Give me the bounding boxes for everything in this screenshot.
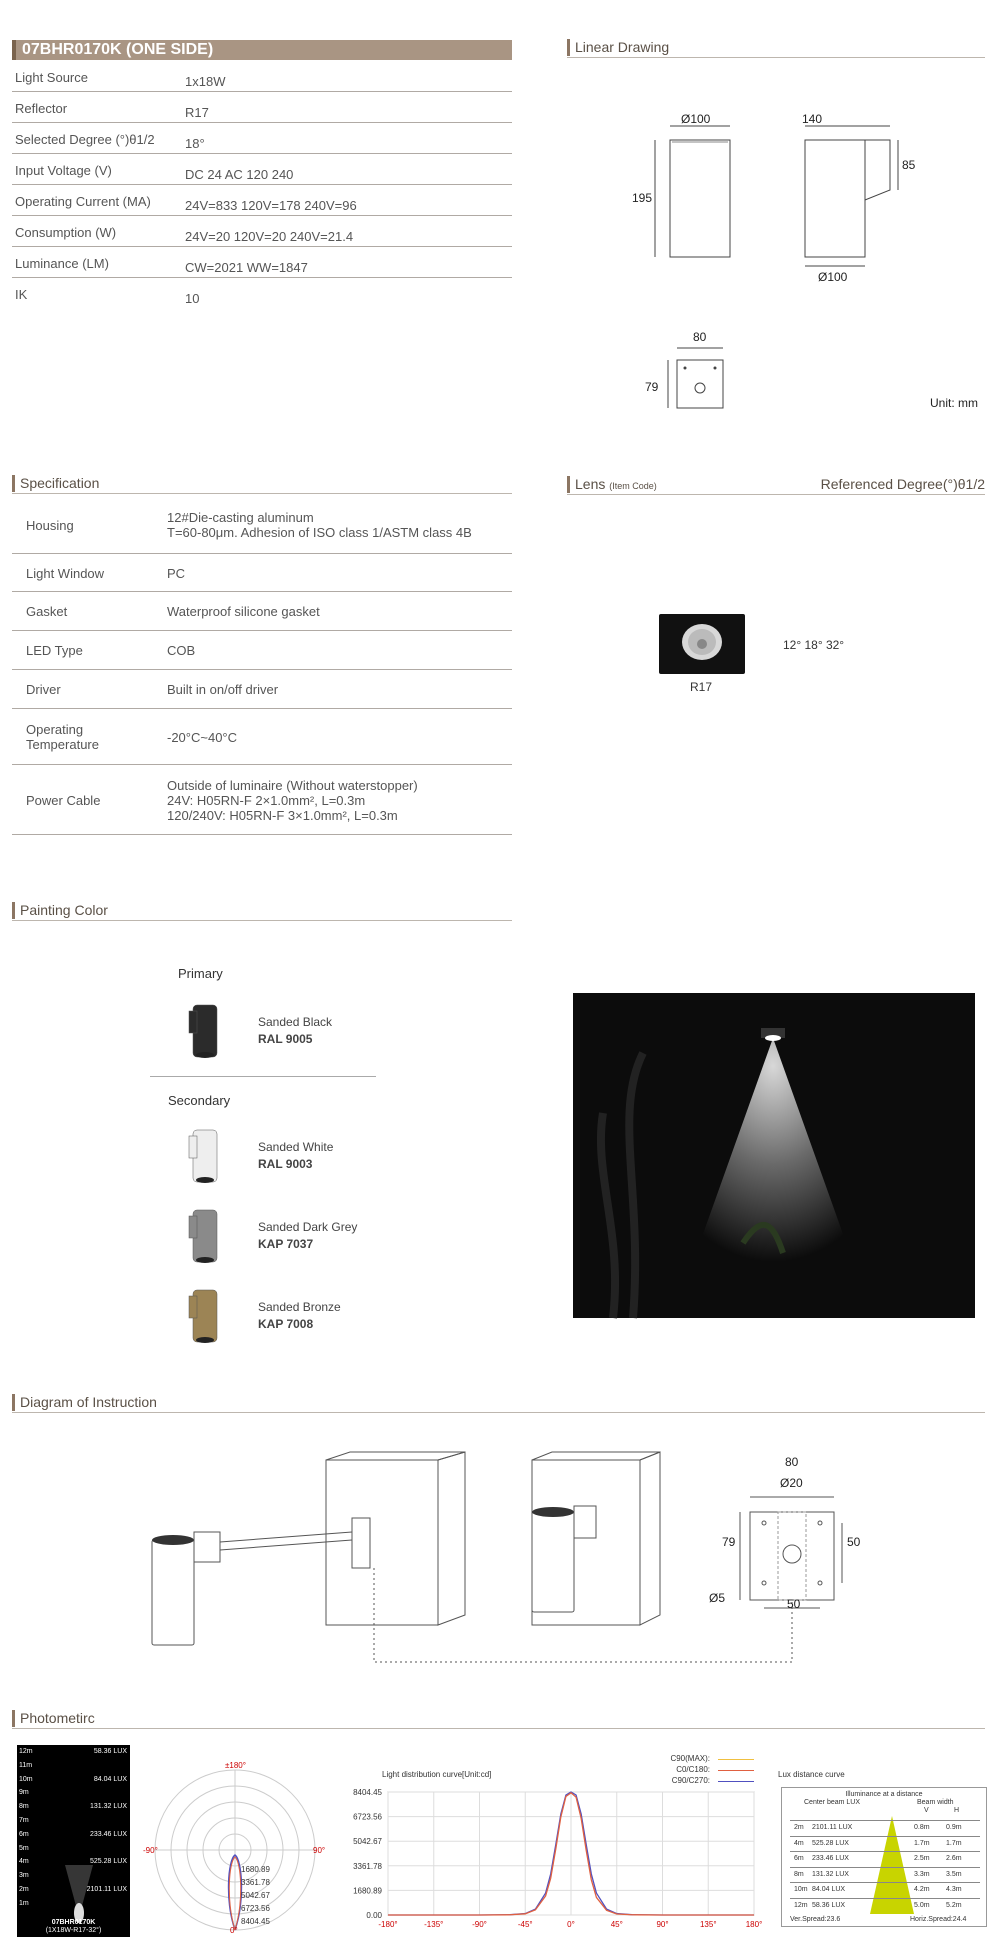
lux-row-distance: 10m <box>794 1886 808 1893</box>
ladder-caption-2: (1X18W-R17-32°) <box>45 1927 102 1934</box>
spec-value: 24V=833 120V=178 240V=96 <box>185 198 357 213</box>
product-title: 07BHR0170K (ONE SIDE) <box>12 40 512 60</box>
ladder-distance: 4m <box>19 1858 29 1866</box>
ladder-value: 2101.11 LUX <box>86 1886 127 1893</box>
ladder-value: 525.28 LUX <box>90 1858 127 1866</box>
distribution-chart <box>340 1780 763 1940</box>
chart-x-tick: 180° <box>745 1920 763 1929</box>
spec-row <box>12 278 512 309</box>
spec-row <box>12 123 512 154</box>
spec-value: 1x18W <box>185 74 226 89</box>
lux-table-title: Lux distance curve <box>778 1770 845 1779</box>
spec-key: Operating Current (MA) <box>15 194 151 209</box>
color-label <box>258 1139 333 1173</box>
side-head: 85 <box>902 158 916 172</box>
specification-row <box>12 765 512 835</box>
specification-value-line: Waterproof silicone gasket <box>167 604 320 619</box>
color-swatch <box>187 1288 223 1344</box>
spec-value: CW=2021 WW=1847 <box>185 260 308 275</box>
lux-row-value: 525.28 LUX <box>812 1839 849 1847</box>
color-swatch <box>187 1128 223 1184</box>
lux-row-h: 3.5m <box>946 1870 962 1878</box>
lux-row-distance: 6m <box>794 1855 804 1862</box>
lux-table-h: H <box>954 1807 960 1814</box>
chart-legend-swatch <box>718 1759 754 1760</box>
ladder-distance: 9m <box>19 1789 29 1797</box>
polar-left: -90° <box>143 1846 158 1855</box>
spec-row <box>12 154 512 185</box>
chart-x-tick: -180° <box>378 1920 398 1929</box>
side-view-body <box>805 140 865 257</box>
lux-row-value: 58.36 LUX <box>812 1901 846 1909</box>
lux-row-value: 2101.11 LUX <box>812 1824 853 1831</box>
spec-value: 18° <box>185 136 205 151</box>
lux-table-header: Illuminance at a distance <box>845 1791 923 1798</box>
lux-row-distance: 12m <box>794 1901 808 1909</box>
polar-ring-label: 1680.89 <box>241 1865 270 1874</box>
specification-value <box>167 730 237 745</box>
color-name: Sanded White <box>258 1140 334 1154</box>
polar-ring-label: 3361.78 <box>241 1878 270 1887</box>
lens-ref-title: Referenced Degree(°)θ1/2 <box>820 476 985 492</box>
color-swatch <box>187 1003 223 1059</box>
spec-row <box>12 61 512 92</box>
lux-row-h: 5.2m <box>946 1901 962 1909</box>
lens-image <box>659 614 745 674</box>
spec-value: 24V=20 120V=20 240V=21.4 <box>185 229 354 244</box>
chart-x-tick: -135° <box>424 1920 444 1929</box>
lux-row-h: 4.3m <box>946 1886 962 1893</box>
ladder-distance: 8m <box>19 1803 29 1811</box>
spec-key: Reflector <box>15 101 68 116</box>
ladder-distance: 7m <box>19 1817 29 1824</box>
specification-value <box>167 566 185 581</box>
lux-row-v: 4.2m <box>914 1886 930 1893</box>
chart-y-tick: 6723.56 <box>353 1812 382 1822</box>
chart-legend-label: C90/C270: <box>671 1776 710 1785</box>
spec-key: IK <box>15 287 28 302</box>
base-width: 80 <box>693 330 707 344</box>
specification-value-line: T=60-80μm. Adhesion of ISO class 1/ASTM class 4B <box>167 525 472 540</box>
specification-value <box>167 643 195 658</box>
specification-row <box>12 709 512 765</box>
plate-width: 80 <box>785 1455 799 1469</box>
chart-x-tick: 135° <box>699 1920 717 1929</box>
lux-row-v: 0.8m <box>914 1824 930 1831</box>
specification-row <box>12 496 512 554</box>
color-label <box>258 1014 332 1048</box>
lens-name: R17 <box>690 680 713 694</box>
specification-key <box>26 722 99 752</box>
side-diameter: Ø100 <box>818 270 848 284</box>
color-code: KAP 7037 <box>258 1237 314 1251</box>
plate-side: 50 <box>847 1535 861 1549</box>
lux-table-col1: Center beam LUX <box>804 1799 861 1806</box>
specification-key: LED Type <box>26 643 83 658</box>
polar-plot <box>140 1760 340 1940</box>
color-name: Sanded Dark Grey <box>258 1220 358 1234</box>
lux-row-h: 0.9m <box>946 1824 962 1831</box>
color-label <box>258 1299 341 1333</box>
spec-key: Selected Degree (°)θ1/2 <box>15 132 155 147</box>
polar-top: ±180° <box>225 1761 246 1770</box>
spec-row <box>12 185 512 216</box>
spec-value: DC 24 AC 120 240 <box>185 167 294 182</box>
linear-drawing <box>560 100 990 420</box>
specification-value-line: 24V: H05RN-F 2×1.0mm², L=0.3m <box>167 792 366 808</box>
secondary-label: Secondary <box>168 1093 231 1108</box>
ladder-distance: 10m <box>19 1775 33 1783</box>
lux-row-value: 233.46 LUX <box>812 1855 849 1862</box>
lux-table-v: V <box>924 1807 929 1814</box>
ladder-distance: 2m <box>19 1886 29 1893</box>
side-width: 140 <box>802 112 823 126</box>
specification-row <box>12 592 512 631</box>
front-diameter: Ø100 <box>681 112 711 126</box>
ladder-value: 131.32 LUX <box>90 1803 127 1811</box>
chart-title: Light distribution curve[Unit:cd] <box>382 1770 492 1779</box>
chart-x-tick: 0° <box>567 1920 575 1929</box>
plate-screw: Ø5 <box>709 1591 726 1605</box>
chart-x-tick: -45° <box>517 1920 533 1929</box>
specification-key-line: Operating <box>26 722 84 737</box>
color-code: KAP 7008 <box>258 1317 314 1331</box>
color-name: Sanded Bronze <box>258 1300 341 1314</box>
ladder-caption-1: 07BHR0170K <box>51 1919 96 1926</box>
lux-row-distance: 8m <box>794 1870 804 1878</box>
chart-y-tick: 3361.78 <box>353 1861 382 1871</box>
photometric-heading: Photometirc <box>12 1709 985 1729</box>
spec-row <box>12 92 512 123</box>
lux-row-v: 5.0m <box>914 1901 930 1909</box>
plate-bottom: 50 <box>787 1597 801 1611</box>
color-swatch <box>187 1208 223 1264</box>
instruction-diagram <box>140 1440 860 1670</box>
polar-ring-label: 5042.67 <box>241 1891 270 1900</box>
ladder-distance: 3m <box>19 1872 29 1880</box>
ladder-value: 233.46 LUX <box>90 1830 127 1838</box>
primary-label: Primary <box>178 966 223 981</box>
front-height: 195 <box>632 191 653 205</box>
lux-table-row <box>790 1867 980 1882</box>
lux-table <box>781 1787 987 1927</box>
lux-row-distance: 4m <box>794 1839 804 1847</box>
ladder-distance: 12m <box>19 1748 33 1755</box>
spec-value: 10 <box>185 291 200 306</box>
polar-ring-label: 6723.56 <box>241 1904 270 1913</box>
spec-key: Consumption (W) <box>15 225 117 240</box>
front-view-body <box>670 140 730 257</box>
lux-row-value: 131.32 LUX <box>812 1870 849 1878</box>
lux-row-value: 84.04 LUX <box>812 1886 846 1893</box>
spec-value: R17 <box>185 105 209 120</box>
lux-table-row <box>790 1820 980 1835</box>
ladder-distance: 1m <box>19 1899 29 1907</box>
color-name: Sanded Black <box>258 1015 333 1029</box>
chart-legend-label: C0/C180: <box>676 1765 710 1774</box>
plate-hole: Ø20 <box>780 1476 803 1490</box>
specification-value <box>167 604 320 619</box>
specification-value-line: 120/240V: H05RN-F 3×1.0mm², L=0.3m <box>167 807 398 823</box>
primary-divider <box>150 1076 376 1077</box>
specification-key: Gasket <box>26 604 68 619</box>
ladder-distance: 5m <box>19 1844 29 1852</box>
chart-legend-label: C90(MAX): <box>670 1754 710 1763</box>
specification-key: Light Window <box>26 565 105 581</box>
specification-row <box>12 554 512 592</box>
chart-x-tick: 45° <box>610 1920 623 1929</box>
chart-legend-swatch <box>718 1770 754 1771</box>
ladder-distance: 6m <box>19 1830 29 1838</box>
chart-x-tick: -90° <box>472 1920 487 1929</box>
spec-key: Light Source <box>15 70 88 85</box>
specification-key: Driver <box>26 682 61 697</box>
lux-row-v: 2.5m <box>914 1855 930 1862</box>
painting-heading: Painting Color <box>12 901 512 921</box>
lux-row-v: 3.3m <box>914 1870 930 1878</box>
linear-drawing-heading: Linear Drawing <box>567 38 985 58</box>
ladder-value: 84.04 LUX <box>93 1775 127 1783</box>
specification-row <box>12 670 512 709</box>
specification-value-line: 12#Die-casting aluminum <box>167 510 314 525</box>
lux-table-row <box>790 1882 980 1897</box>
color-label <box>258 1219 357 1253</box>
lens-degrees: 12° 18° 32° <box>783 638 845 652</box>
chart-y-tick: 1680.89 <box>353 1886 382 1896</box>
polar-right: 90° <box>313 1846 326 1855</box>
specification-value-line: -20°C~40°C <box>167 729 238 745</box>
plate-height: 79 <box>722 1535 736 1549</box>
spec-key: Luminance (LM) <box>15 256 109 271</box>
specification-heading: Specification <box>12 474 512 494</box>
lux-table-col2: Beam width <box>917 1799 954 1806</box>
ladder-distance: 11m <box>19 1761 33 1769</box>
specification-key: Power Cable <box>26 792 101 808</box>
specification-key-line: Temperature <box>26 737 99 752</box>
lens-title: Lens <box>575 476 606 492</box>
specification-value-line: Built in on/off driver <box>167 682 279 697</box>
polar-ring-label: 8404.45 <box>241 1917 270 1926</box>
specification-value-line: PC <box>167 565 186 581</box>
specification-row <box>12 631 512 670</box>
lux-table-row <box>790 1851 980 1866</box>
lux-row-v: 1.7m <box>914 1839 930 1847</box>
lens-heading <box>567 475 985 495</box>
lux-row-distance: 2m <box>794 1824 804 1831</box>
spec-row <box>12 247 512 278</box>
ambient-photo <box>573 993 975 1318</box>
specification-value <box>167 682 278 697</box>
spec-row <box>12 216 512 247</box>
polar-bottom: 0° <box>230 1926 238 1935</box>
unit-label: Unit: mm <box>930 396 978 410</box>
specification-value <box>167 510 472 540</box>
instruction-heading: Diagram of Instruction <box>12 1393 985 1413</box>
chart-x-tick: 90° <box>656 1920 669 1929</box>
lux-row-h: 1.7m <box>946 1839 962 1847</box>
chart-y-tick: 8404.45 <box>353 1788 382 1797</box>
color-code: RAL 9005 <box>258 1032 313 1046</box>
specification-key: Housing <box>26 517 74 533</box>
spec-key: Input Voltage (V) <box>15 163 112 178</box>
lux-ladder <box>17 1745 130 1937</box>
specification-value-line: COB <box>167 643 196 658</box>
chart-y-tick: 5042.67 <box>353 1837 382 1847</box>
lux-table-row <box>790 1898 980 1913</box>
specification-value-line: Outside of luminaire (Without waterstopper) <box>167 777 418 793</box>
lux-table-horiz: Horiz.Spread:24.4 <box>910 1916 967 1923</box>
lens-item-code: (Item Code) <box>609 481 657 491</box>
chart-y-tick: 0.00 <box>366 1911 382 1920</box>
lux-row-h: 2.6m <box>946 1855 962 1862</box>
color-code: RAL 9003 <box>258 1157 313 1171</box>
lux-table-row <box>790 1836 980 1851</box>
specification-value <box>167 778 418 823</box>
base-height: 79 <box>645 380 659 394</box>
lux-table-vert: Ver.Spread:23.6 <box>790 1916 841 1923</box>
ladder-value: 58.36 LUX <box>93 1748 127 1755</box>
